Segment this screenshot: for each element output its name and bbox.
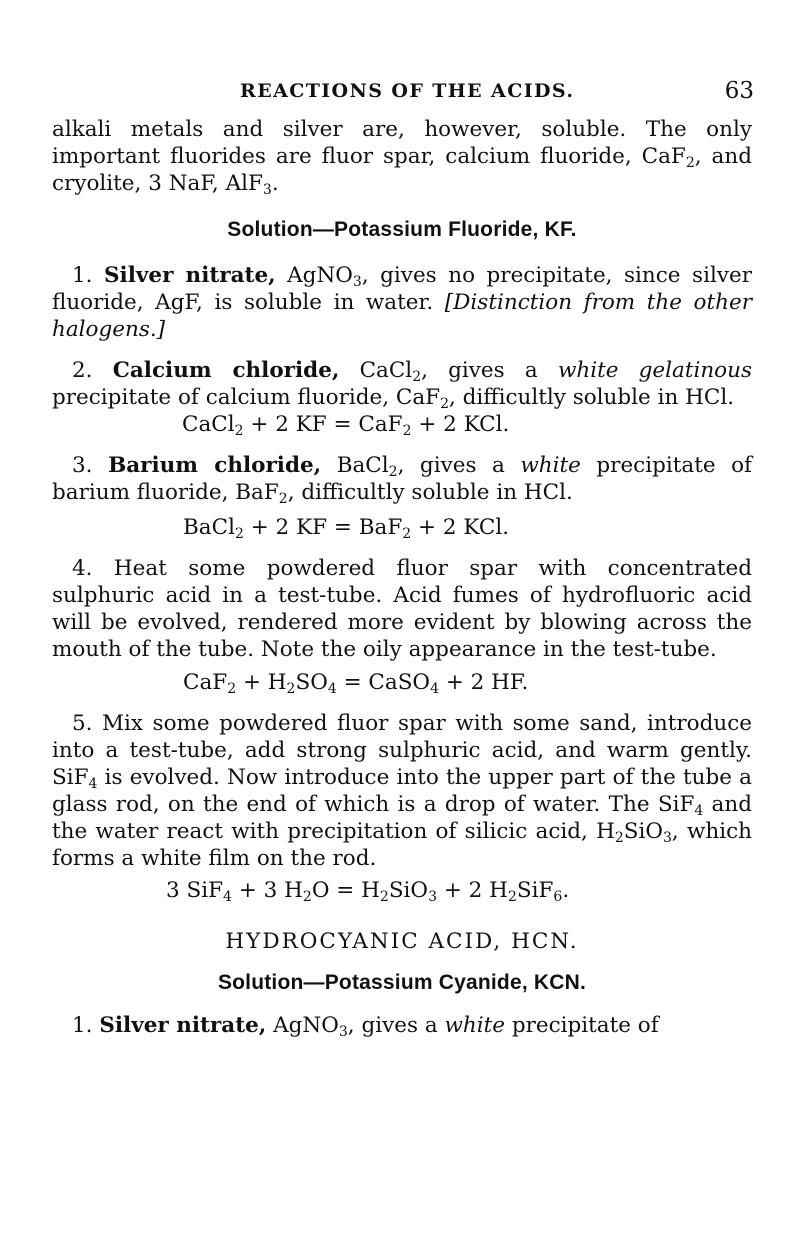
solution-heading-fluoride: Solution—Potassium Fluoride, KF. <box>227 218 577 241</box>
book-page <box>52 80 752 1039</box>
running-header <box>52 80 752 116</box>
equation-silicic-acid: 3 SiF$_4$ + 3 $H_2O = H_2SiO_3 + 2$ $H_2SiF_6$. <box>166 878 570 905</box>
running-title: REACTIONS OF THE ACIDS. <box>240 80 575 102</box>
intro-paragraph: alkali metals and silver are, however, soluble. The only important fluorides are fluor spar, calcium fluoride, CaF$_2$, and cryolite, 3 NaF, AlF$_3$. <box>52 117 752 198</box>
test-item-1-fluoride: 1. Silver nitrate, AgNO$_3$, gives no precipitate, since silver fluoride, AgF, is soluble in water. [Distinction from the other halogens.] <box>52 263 752 342</box>
test-item-3-fluoride: 3. Barium chloride, BaCl$_2$, gives a white precipitate of barium fluoride, BaF$_2$, difficultly soluble in HCl. <box>52 453 752 507</box>
test-item-1-cyanide: 1. Silver nitrate, AgNO$_3$, gives a white precipitate of <box>72 1013 659 1040</box>
section-title-hydrocyanic-acid: HYDROCYANIC ACID, HCN. <box>225 929 579 954</box>
equation-calcium-fluoride: CaCl$_2$ + 2 KF = CaF$_2$ + 2 KCl. <box>182 412 510 439</box>
page-number: 63 <box>724 78 754 104</box>
equation-hydrofluoric-acid: $CaF_2 + H_2SO_4$ = CaSO$_4$ + 2 HF. <box>183 670 529 697</box>
test-item-4-fluoride: 4. Heat some powdered fluor spar with concentrated sulphuric acid in a test-tube. Acid fumes of hydrofluoric acid will be evolved, rendered more evident by blowing across the mouth of the tube. Note the oily appearance in the test-tube. <box>52 556 752 662</box>
equation-barium-fluoride: BaCl$_2$ + 2 KF = BaF$_2$ + 2 KCl. <box>183 515 510 542</box>
distinction-note: [Distinction from the other halogens.] <box>52 290 752 342</box>
solution-heading-cyanide: Solution—Potassium Cyanide, KCN. <box>217 971 587 994</box>
test-item-5-fluoride: 5. Mix some powdered fluor spar with some sand, introduce into a test-tube, add strong sulphuric acid, and warm gently. SiF$_4$ is evolved. Now introduce into the upper part of the tube a glass rod, on the end of which is a drop of water. The SiF$_4$ and the water react with precipitation of silicic acid, $H_2SiO_3$, which forms a white film on the rod. <box>52 711 752 871</box>
test-item-2-fluoride: 2. Calcium chloride, CaCl$_2$, gives a white gelatinous precipitate of calcium fluoride, CaF$_2$, difficultly soluble in HCl. <box>52 358 753 412</box>
